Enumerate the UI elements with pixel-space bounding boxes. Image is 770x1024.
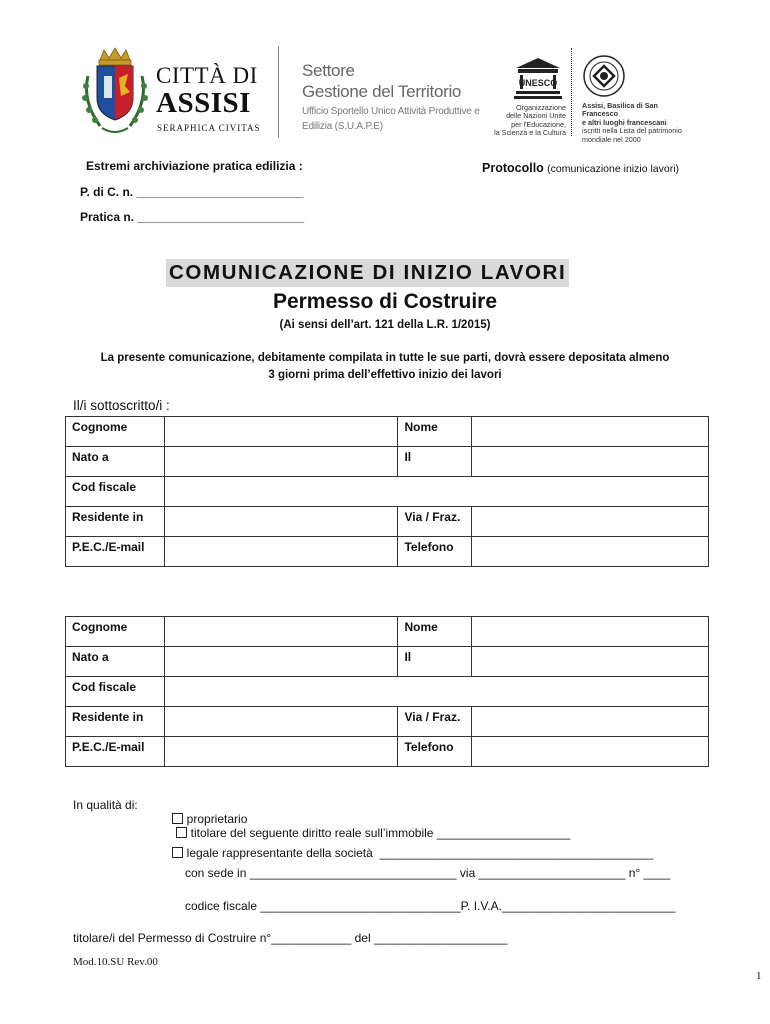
table-row: [66, 737, 709, 767]
cod-fiscale-label: Cod fiscale: [66, 477, 165, 507]
nome-input[interactable]: [472, 417, 709, 447]
table-row: [66, 477, 709, 507]
applicant-table-1: [65, 416, 709, 567]
document-subtitle: Permesso di Costruire: [272, 290, 498, 313]
cod-fiscale-input[interactable]: [164, 477, 708, 507]
legal-reference: (Ai sensi dell’art. 121 della L.R. 1/2015): [279, 319, 491, 331]
form-code: Mod.10.SU Rev.00: [73, 956, 158, 968]
table-row: [66, 507, 709, 537]
telefono-input[interactable]: [472, 737, 709, 767]
cod-fiscale-input[interactable]: [164, 677, 708, 707]
city-name: [156, 64, 258, 118]
nato-a-input[interactable]: [164, 647, 398, 677]
unesco-line2: delle Nazioni Unite: [506, 111, 566, 121]
il-label: Il: [398, 447, 472, 477]
cognome-label: Cognome: [66, 417, 165, 447]
world-heritage-caption: [582, 102, 692, 144]
nome-input[interactable]: [472, 617, 709, 647]
unesco-logo-text: UNESCO: [518, 78, 558, 88]
table-row: [66, 647, 709, 677]
unesco-caption: [488, 104, 566, 138]
document-title: COMUNICAZIONE DI INIZIO LAVORI: [166, 259, 569, 287]
telefono-label: Telefono: [398, 537, 472, 567]
ufficio-line1: Ufficio Sportello Unico Attività Produttive e: [302, 106, 480, 117]
telefono-label: Telefono: [398, 737, 472, 767]
ufficio-line2: Edilizia (S.U.A.P.E): [302, 121, 383, 132]
legale-row: [165, 832, 653, 860]
nome-label: Nome: [398, 417, 472, 447]
city-line2: ASSISI: [156, 87, 251, 119]
whs-line1: Assisi, Basilica di San Francesco: [582, 101, 658, 119]
applicant-table-2: [65, 616, 709, 767]
table-row: [66, 447, 709, 477]
table-row: [66, 617, 709, 647]
pdic-number-field[interactable]: P. di C. n. _________________________: [80, 185, 304, 199]
titolare-permesso-field[interactable]: titolare/i del Permesso di Costruire n°____________ del ____________________: [73, 931, 508, 945]
pec-label: P.E.C./E-mail: [66, 537, 165, 567]
il-label: Il: [398, 647, 472, 677]
unesco-dotted-divider: [571, 48, 572, 136]
nome-label: Nome: [398, 617, 472, 647]
page-number: 1: [756, 970, 762, 982]
protocollo-field: [482, 161, 679, 175]
header-divider: [278, 46, 279, 138]
pratica-number-field[interactable]: Pratica n. _________________________: [80, 210, 305, 224]
pec-input[interactable]: [164, 537, 398, 567]
pec-label: P.E.C./E-mail: [66, 737, 165, 767]
table-row: [66, 537, 709, 567]
assisi-crest-logo: [78, 46, 152, 138]
legale-checkbox[interactable]: [172, 847, 183, 858]
proprietario-label: proprietario: [186, 812, 248, 826]
intro-line1: La presente comunicazione, debitamente compilata in tutte le sue parti, dovrà essere depositata almeno: [100, 352, 670, 364]
cognome-label: Cognome: [66, 617, 165, 647]
via-fraz-input[interactable]: [472, 707, 709, 737]
unesco-line3: per l'Educazione,: [511, 119, 566, 129]
whs-line4: mondiale nel 2000: [582, 134, 641, 144]
world-heritage-emblem-icon: [582, 54, 626, 98]
qualita-label: In qualità di:: [73, 798, 138, 812]
sottoscritto-label: Il/i sottoscritto/i :: [73, 398, 170, 413]
ufficio-text: [302, 104, 480, 134]
via-fraz-label: Via / Fraz.: [398, 507, 472, 537]
settore-title: [302, 60, 461, 102]
estremi-label: Estremi archiviazione pratica edilizia :: [86, 159, 303, 173]
city-line1: CITTÀ DI: [156, 63, 258, 88]
cod-fiscale-label: Cod fiscale: [66, 677, 165, 707]
telefono-input[interactable]: [472, 537, 709, 567]
sede-field[interactable]: con sede in _______________________________ via ______________________ n° ____: [185, 866, 671, 880]
codice-fiscale-piva-field[interactable]: codice fiscale ______________________________P. I.V.A.__________________________: [185, 899, 676, 913]
whs-line2: e altri luoghi francescani: [582, 117, 667, 127]
proprietario-checkbox[interactable]: [172, 813, 183, 824]
city-motto: SERAPHICA CIVITAS: [157, 123, 261, 133]
table-row: [66, 417, 709, 447]
table-row: [66, 707, 709, 737]
protocollo-note: (comunicazione inizio lavori): [547, 163, 680, 175]
unesco-line4: la Scienza e la Cultura: [494, 128, 566, 138]
nato-a-label: Nato a: [66, 447, 165, 477]
cognome-input[interactable]: [164, 617, 398, 647]
il-date-input[interactable]: [472, 647, 709, 677]
whs-line3: iscritti nella Lista del patrimonio: [582, 126, 682, 136]
intro-line2: 3 giorni prima dell’effettivo inizio dei lavori: [268, 369, 502, 381]
pec-input[interactable]: [164, 737, 398, 767]
residente-input[interactable]: [164, 507, 398, 537]
settore-line2: Gestione del Territorio: [302, 82, 462, 101]
intro-text: [60, 350, 710, 384]
unesco-temple-icon: [514, 56, 562, 100]
table-row: [66, 677, 709, 707]
il-date-input[interactable]: [472, 447, 709, 477]
protocollo-label: Protocollo: [482, 161, 544, 175]
residente-label: Residente in: [66, 707, 165, 737]
unesco-line1: Organizzazione: [516, 103, 566, 112]
residente-input[interactable]: [164, 707, 398, 737]
nato-a-input[interactable]: [164, 447, 398, 477]
legale-label: legale rappresentante della società _________________________________________: [186, 846, 654, 860]
titolare-label: titolare del seguente diritto reale sull’immobile ____________________: [190, 826, 571, 840]
via-fraz-input[interactable]: [472, 507, 709, 537]
residente-label: Residente in: [66, 507, 165, 537]
via-fraz-label: Via / Fraz.: [398, 707, 472, 737]
nato-a-label: Nato a: [66, 647, 165, 677]
settore-line1: Settore: [302, 61, 355, 80]
cognome-input[interactable]: [164, 417, 398, 447]
